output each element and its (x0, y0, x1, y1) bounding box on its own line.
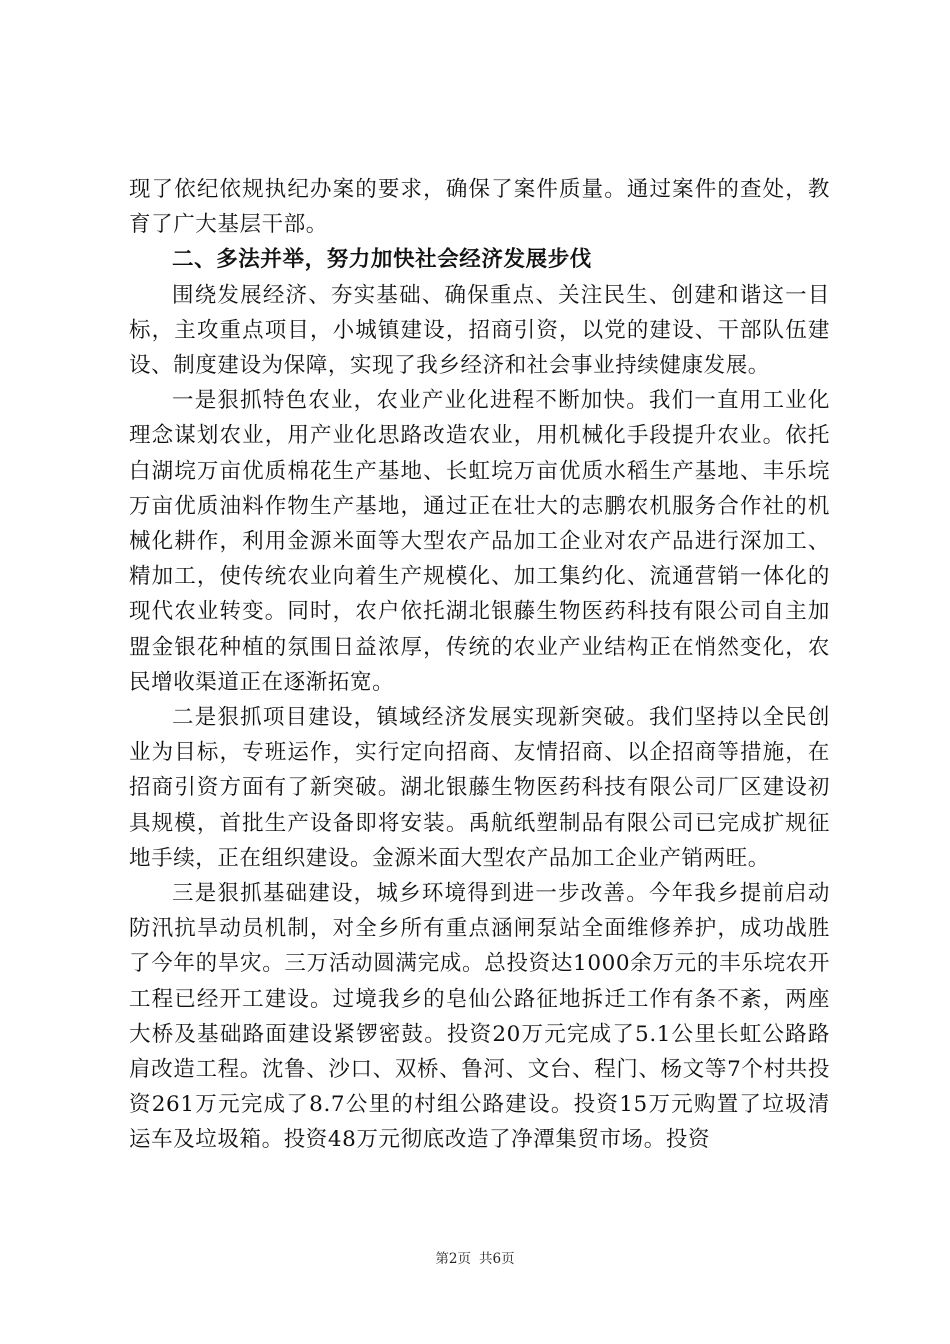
page-footer (0, 1250, 950, 1268)
paragraph-intro: 围绕发展经济、夯实基础、确保重点、关注民生、创建和谐这一目标，主攻重点项目，小城镇建设，招商引资，以党的建设、干部队伍建设、制度建设为保障，实现了我乡经济和社会事业持续健康发展。 (129, 282, 830, 379)
paragraph-projects: 二是狠抓项目建设，镇域经济发展实现新突破。我们坚持以全民创业为目标，专班运作，实行定向招商、友情招商、以企招商等措施，在招商引资方面有了新突破。湖北银藤生物医药科技有限公司厂区建设初具规模，首批生产设备即将安装。禹航纸塑制品有限公司已完成扩规征地手续，正在组织建设。金源米面大型农产品加工企业产销两旺。 (129, 705, 830, 871)
section-heading: 二、多法并举，努力加快社会经济发展步伐 (172, 247, 592, 273)
paragraph-agriculture: 一是狠抓特色农业，农业产业化进程不断加快。我们一直用工业化理念谋划农业，用产业化思路改造农业，用机械化手段提升农业。依托白湖垸万亩优质棉花生产基地、长虹垸万亩优质水稻生产基地、丰乐垸万亩优质油料作物生产基地，通过正在壮大的志鹏农机服务合作社的机械化耕作，利用金源米面等大型农产品加工企业对农产品进行深加工、精加工，使传统农业向着生产规模化、加工集约化、流通营销一体化的现代农业转变。同时，农户依托湖北银藤生物医药科技有限公司自主加盟金银花种植的氛围日益浓厚，传统的农业产业结构正在悄然变化，农民增收渠道正在逐渐拓宽。 (129, 388, 830, 695)
document-body (129, 172, 830, 1158)
paragraph-continued: 现了依纪依规执纪办案的要求，确保了案件质量。通过案件的查处，教育了广大基层干部。 (129, 177, 830, 238)
page-total: 共6页 (479, 1251, 515, 1267)
paragraph-infrastructure: 三是狠抓基础建设，城乡环境得到进一步改善。今年我乡提前启动防汛抗旱动员机制，对全乡所有重点涵闸泵站全面维修养护，成功战胜了今年的旱灾。三万活动圆满完成。总投资达1000余万元的丰乐垸农开工程已经开工建设。过境我乡的皂仙公路征地拆迁工作有条不紊，两座大桥及基础路面建设紧锣密鼓。投资20万元完成了5.1公里长虹公路路肩改造工程。沈鲁、沙口、双桥、鲁河、文台、程门、杨文等7个村共投资261万元完成了8.7公里的村组公路建设。投资15万元购置了垃圾清运车及垃圾箱。投资48万元彻底改造了净潭集贸市场。投资 (129, 881, 830, 1153)
page-number: 第2页 (435, 1251, 471, 1267)
